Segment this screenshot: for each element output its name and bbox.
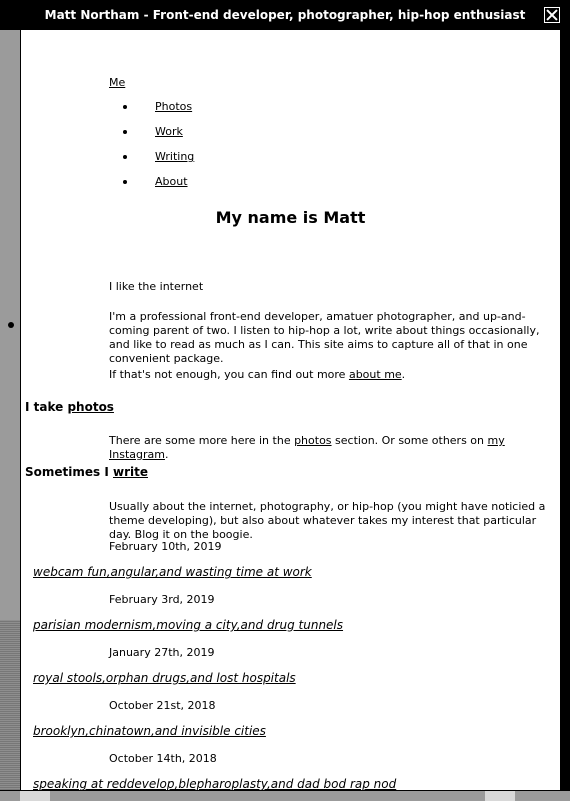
nav-item-photos[interactable]	[123, 100, 363, 125]
post-title-link[interactable]: speaking at reddevelop,blepharoplasty,and dad bod rap nod	[33, 777, 397, 790]
post-date: October 14th, 2018	[109, 752, 217, 765]
intro-text: I like the internet	[109, 280, 204, 293]
bullet-icon	[123, 155, 127, 159]
nav-link[interactable]: About	[155, 175, 188, 188]
post-date: February 3rd, 2019	[109, 593, 215, 606]
horizontal-scrollbar[interactable]	[0, 790, 570, 801]
bio-text: I'm a professional front-end developer, amatuer photographer, and up-and-coming parent of two. I listen to hip-hop a lot, write about things occasionally, and like to read as much as I can. This site aims to capture all of that in one convenient package.	[109, 310, 540, 365]
photos-heading	[25, 400, 114, 414]
instagram-link[interactable]: my Instagram	[109, 434, 505, 461]
post-title-link[interactable]: royal stools,orphan drugs,and lost hospitals	[33, 671, 296, 685]
close-icon[interactable]	[544, 7, 560, 23]
post-title-link[interactable]: parisian modernism,moving a city,and drug tunnels	[33, 618, 344, 632]
scrollbar-thumb[interactable]	[8, 322, 14, 328]
photos-heading-link[interactable]: photos	[67, 400, 114, 414]
scrollbar-track[interactable]	[0, 620, 20, 790]
writing-heading-prefix: Sometimes I	[25, 465, 113, 479]
about-me-link[interactable]: about me	[348, 368, 402, 381]
writing-heading-link[interactable]: write	[112, 465, 148, 479]
page-content	[21, 30, 560, 790]
vertical-scrollbar[interactable]	[0, 30, 21, 790]
nav-item-about[interactable]	[123, 175, 363, 200]
post-title-link[interactable]: webcam fun,angular,and wasting time at work	[33, 565, 312, 579]
nav-list	[123, 100, 363, 200]
photos-text-prefix: There are some more here in the	[109, 434, 295, 447]
window-title: Matt Northam - Front-end developer, photographer, hip-hop enthusiast	[44, 8, 526, 22]
nav-link[interactable]: Photos	[155, 100, 193, 113]
more-text	[109, 368, 560, 382]
photos-text-mid: section. Or some others on	[331, 434, 488, 447]
page-title: My name is Matt	[215, 208, 366, 227]
writing-text: Usually about the internet, photography, or hip-hop (you might have noticied a theme developing), but also about whatever takes my interest that particular day. Blog it on the boogie.	[109, 500, 546, 541]
post-title-link[interactable]: brooklyn,chinatown,and invisible cities	[33, 724, 266, 738]
browser-viewport	[21, 30, 560, 790]
post-date: January 27th, 2019	[109, 646, 215, 659]
photos-text-suffix: .	[164, 448, 169, 461]
writing-heading	[25, 465, 148, 479]
post-date: October 21st, 2018	[109, 699, 216, 712]
post-date: February 10th, 2019	[109, 540, 222, 553]
nav-item-work[interactable]	[123, 125, 363, 150]
more-prefix: If that's not enough, you can find out more	[109, 368, 349, 381]
nav-item-writing[interactable]	[123, 150, 363, 175]
bullet-icon	[123, 180, 127, 184]
bullet-icon	[123, 105, 127, 109]
photos-text	[109, 434, 560, 462]
nav-link[interactable]: Writing	[155, 150, 195, 163]
photos-heading-prefix: I take	[25, 400, 68, 414]
more-suffix: .	[401, 368, 406, 381]
photos-section-link[interactable]: photos	[294, 434, 332, 447]
bullet-icon	[123, 130, 127, 134]
nav-me-link[interactable]: Me	[109, 76, 126, 89]
window-titlebar	[0, 0, 570, 30]
nav-link[interactable]: Work	[155, 125, 183, 138]
